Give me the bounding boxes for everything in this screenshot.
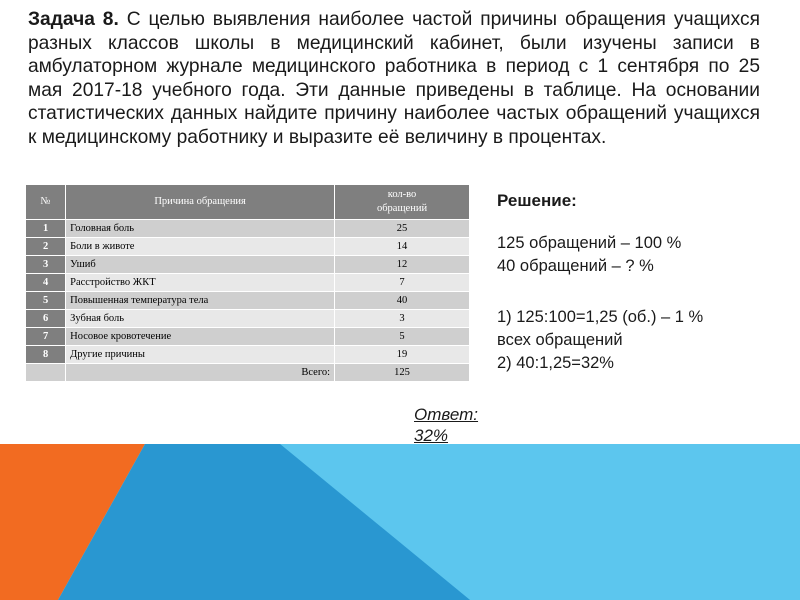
row-reason: Ушиб (66, 256, 335, 274)
solution-step-1-continued: всех обращений (497, 331, 623, 349)
row-num: 5 (26, 292, 66, 310)
header-count-line2: обращений (376, 203, 428, 214)
problem-text: С целью выявления наиболее частой причины обращения учащихся разных классов школы в медицинский кабинет, были изучены записи в амбулаторном журнале медицинского работника в период с 1 сентября по 25 мая 2017-18 учебного года. Эти данные приведены в таблице. На основании статистических данных найдите причину наиболее частых обращений учащихся к медицинскому работнику и выразите её величину в процентах. (28, 9, 760, 148)
table-row (26, 328, 470, 346)
row-num: 7 (26, 328, 66, 346)
table-row (26, 256, 470, 274)
row-reason: Головная боль (66, 220, 335, 238)
header-num: № (26, 185, 66, 220)
solution-line-2: 40 обращений – ? % (497, 257, 654, 275)
total-value: 125 (335, 364, 470, 382)
row-reason: Расстройство ЖКТ (66, 274, 335, 292)
table-row (26, 220, 470, 238)
solution-title: Решение: (497, 191, 577, 210)
row-num: 8 (26, 346, 66, 364)
total-blank-cell (26, 364, 66, 382)
row-count: 5 (335, 328, 470, 346)
row-reason: Повышенная температура тела (66, 292, 335, 310)
table-row (26, 274, 470, 292)
row-count: 40 (335, 292, 470, 310)
row-num: 3 (26, 256, 66, 274)
answer-block (414, 404, 494, 446)
header-count-line1: кол-во (387, 189, 417, 200)
row-count: 25 (335, 220, 470, 238)
answer-label: Ответ: (414, 405, 479, 424)
total-label: Всего: (66, 364, 335, 382)
header-count (335, 185, 470, 220)
row-reason: Зубная боль (66, 310, 335, 328)
table-total-row (26, 364, 470, 382)
row-num: 1 (26, 220, 66, 238)
row-num: 4 (26, 274, 66, 292)
row-reason: Носовое кровотечение (66, 328, 335, 346)
row-count: 7 (335, 274, 470, 292)
problem-label: Задача 8. (28, 9, 119, 30)
row-num: 6 (26, 310, 66, 328)
table-row (26, 238, 470, 256)
row-num: 2 (26, 238, 66, 256)
solution-step-2: 2) 40:1,25=32% (497, 354, 614, 372)
table-header-row (26, 185, 470, 220)
solution-line-1: 125 обращений – 100 % (497, 234, 682, 252)
row-count: 12 (335, 256, 470, 274)
row-count: 3 (335, 310, 470, 328)
row-reason: Боли в животе (66, 238, 335, 256)
table-row (26, 310, 470, 328)
table-row (26, 292, 470, 310)
data-table (25, 184, 470, 382)
row-count: 14 (335, 238, 470, 256)
header-reason: Причина обращения (66, 185, 335, 220)
solution-step-1: 1) 125:100=1,25 (об.) – 1 % (497, 308, 704, 326)
problem-statement (28, 8, 760, 150)
table-row (26, 346, 470, 364)
row-reason: Другие причины (66, 346, 335, 364)
answer-value: 32% (414, 426, 449, 445)
row-count: 19 (335, 346, 470, 364)
